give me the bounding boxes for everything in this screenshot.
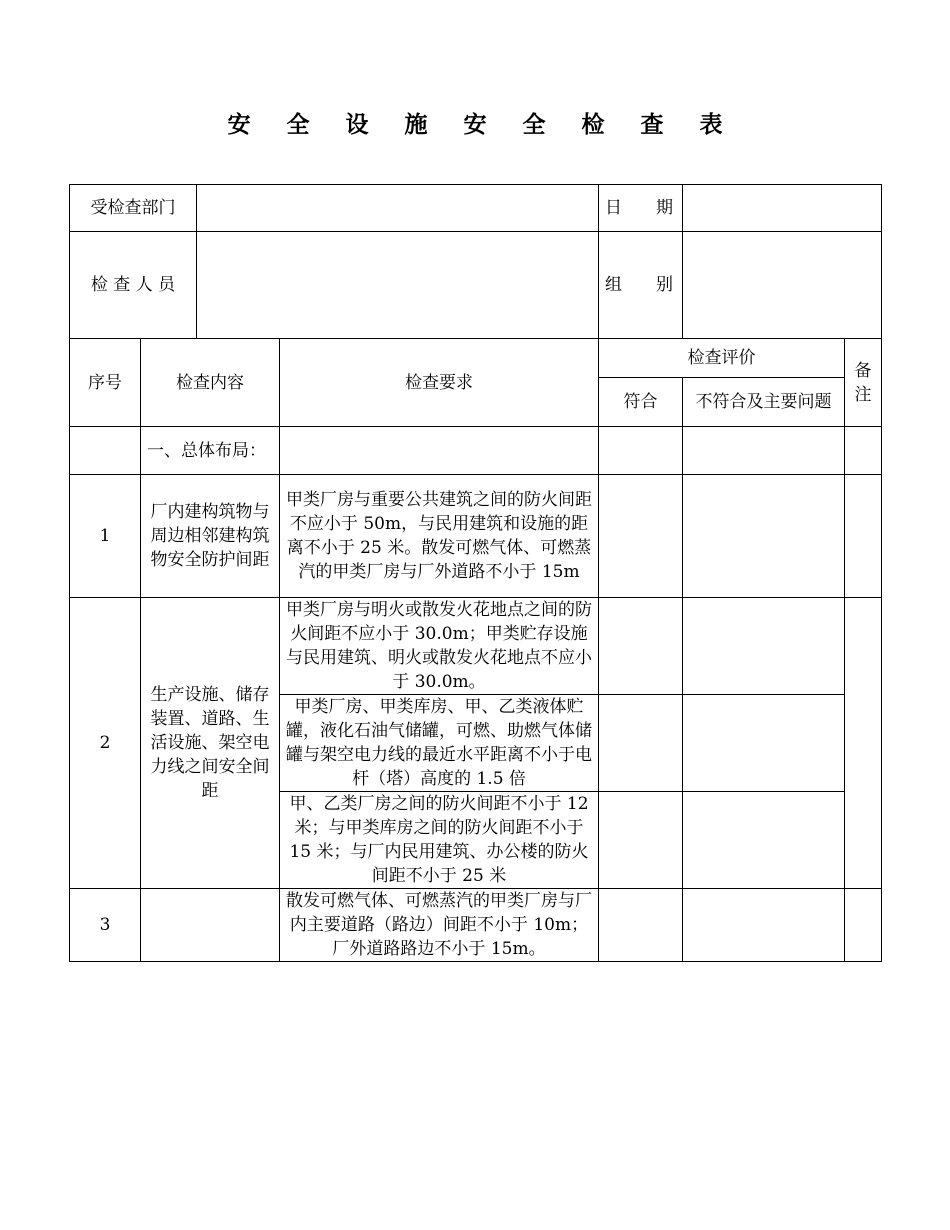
row-content: 生产设施、储存装置、道路、生活设施、架空电力线之间安全间距: [141, 598, 280, 889]
row-requirement: 甲类厂房与重要公共建筑之间的防火间距不应小于 50m，与民用建筑和设施的距离不小于 25 米。散发可燃气体、可燃蒸汽的甲类厂房与厂外道路不小于 15m: [280, 475, 599, 598]
table-row: [70, 475, 882, 598]
dept-label: 受检查部门: [70, 185, 197, 232]
row-remark-cell[interactable]: [845, 598, 882, 889]
date-value[interactable]: [683, 185, 882, 232]
col-remark-header: 备注: [845, 339, 882, 427]
row-nonconform-cell[interactable]: [683, 792, 845, 889]
row-requirement: 散发可燃气体、可燃蒸汽的甲类厂房与厂内主要道路（路边）间距不小于 10m；厂外道路路边不小于 15m。: [280, 889, 599, 962]
inspector-label: 检 查 人 员: [70, 232, 197, 339]
table-row: [70, 598, 882, 695]
row-conform-cell[interactable]: [599, 475, 683, 598]
section-nonconform-cell[interactable]: [683, 427, 845, 475]
row-requirement: 甲类厂房与明火或散发火花地点之间的防火间距不应小于 30.0m；甲类贮存设施与民用建筑、明火或散发火花地点不应小于 30.0m。: [280, 598, 599, 695]
dept-value[interactable]: [197, 185, 599, 232]
row-conform-cell[interactable]: [599, 695, 683, 792]
row-conform-cell[interactable]: [599, 792, 683, 889]
col-seq-header: 序号: [70, 339, 141, 427]
row-nonconform-cell[interactable]: [683, 598, 845, 695]
row-nonconform-cell[interactable]: [683, 475, 845, 598]
inspection-table: [69, 184, 882, 962]
row-conform-cell[interactable]: [599, 889, 683, 962]
row-seq: 2: [70, 598, 141, 889]
inspector-value[interactable]: [197, 232, 599, 339]
col-requirement-header: 检查要求: [280, 339, 599, 427]
row-nonconform-cell[interactable]: [683, 695, 845, 792]
row-conform-cell[interactable]: [599, 598, 683, 695]
date-label: 日 期: [599, 185, 683, 232]
row-remark-cell[interactable]: [845, 475, 882, 598]
row-seq: 1: [70, 475, 141, 598]
col-nonconform-header: 不符合及主要问题: [683, 378, 845, 427]
section-remark-cell[interactable]: [845, 427, 882, 475]
row-requirement: 甲类厂房、甲类库房、甲、乙类液体贮罐，液化石油气储罐，可燃、助燃气体储罐与架空电力线的最近水平距离不小于电杆（塔）高度的 1.5 倍: [280, 695, 599, 792]
section-seq-cell: [70, 427, 141, 475]
row-nonconform-cell[interactable]: [683, 889, 845, 962]
row-content: 厂内建构筑物与周边相邻建构筑物安全防护间距: [141, 475, 280, 598]
section-title: 一、总体布局：: [141, 427, 280, 475]
col-conform-header: 符合: [599, 378, 683, 427]
section-conform-cell[interactable]: [599, 427, 683, 475]
group-label: 组 别: [599, 232, 683, 339]
row-seq: 3: [70, 889, 141, 962]
page-title: 安 全 设 施 安 全 检 查 表: [227, 112, 737, 138]
group-value[interactable]: [683, 232, 882, 339]
section-requirement-cell: [280, 427, 599, 475]
table-row: [70, 889, 882, 962]
row-content: [141, 889, 280, 962]
col-evaluation-header: 检查评价: [599, 339, 845, 378]
row-requirement: 甲、乙类厂房之间的防火间距不小于 12 米；与甲类库房之间的防火间距不小于 15 米；与厂内民用建筑、办公楼的防火间距不小于 25 米: [280, 792, 599, 889]
row-remark-cell[interactable]: [845, 889, 882, 962]
col-content-header: 检查内容: [141, 339, 280, 427]
